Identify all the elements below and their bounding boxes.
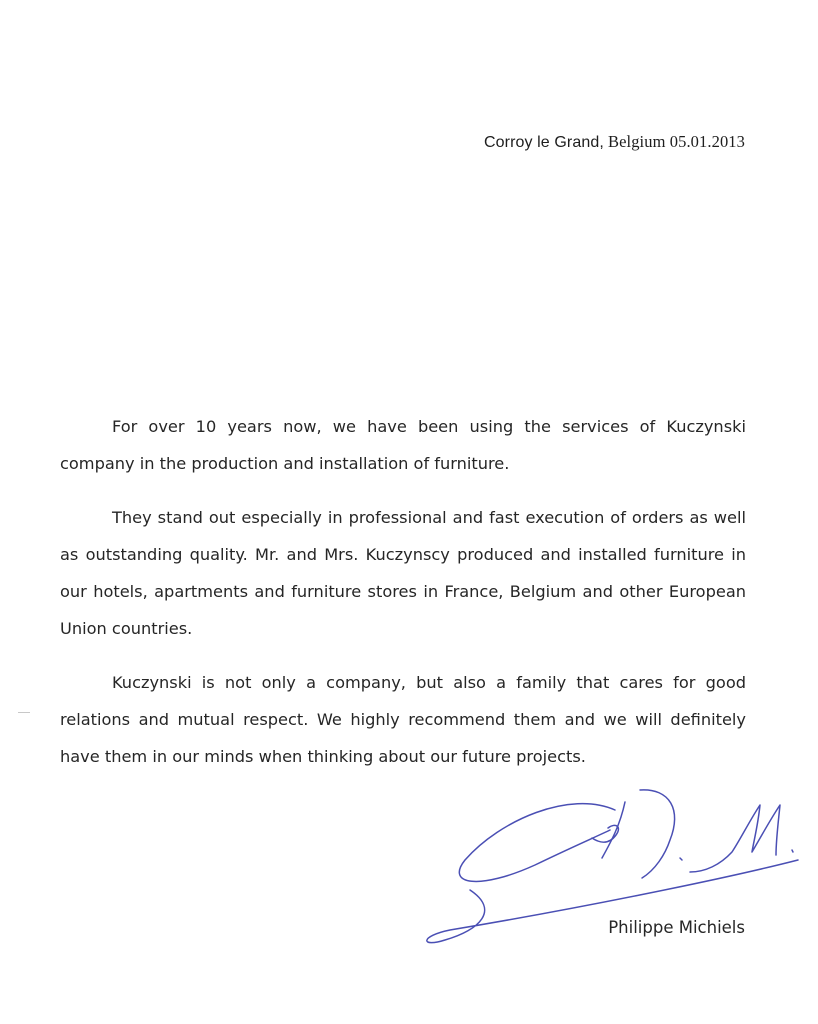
signer-name: Philippe Michiels bbox=[608, 918, 745, 937]
letter-body bbox=[60, 409, 746, 793]
paragraph-3: Kuczynski is not only a company, but also a family that cares for good relations and mutual respect. We highly recommend them and we will definitely have them in our minds when thinking about our future projects. bbox=[60, 673, 746, 766]
paragraph-1: For over 10 years now, we have been using the services of Kuczynski company in the production and installation of furniture. bbox=[60, 417, 746, 473]
place-and-date bbox=[484, 132, 745, 152]
country-and-date: Belgium 05.01.2013 bbox=[607, 132, 745, 151]
margin-mark bbox=[18, 712, 30, 713]
place-name: Corroy le Grand, bbox=[484, 134, 604, 151]
paragraph-2: They stand out especially in professional and fast execution of orders as well as outstanding quality. Mr. and Mrs. Kuczynscy produced and installed furniture in our hotels, apartments and furniture stores in France, Belgium and other European Union countries. bbox=[60, 508, 746, 638]
